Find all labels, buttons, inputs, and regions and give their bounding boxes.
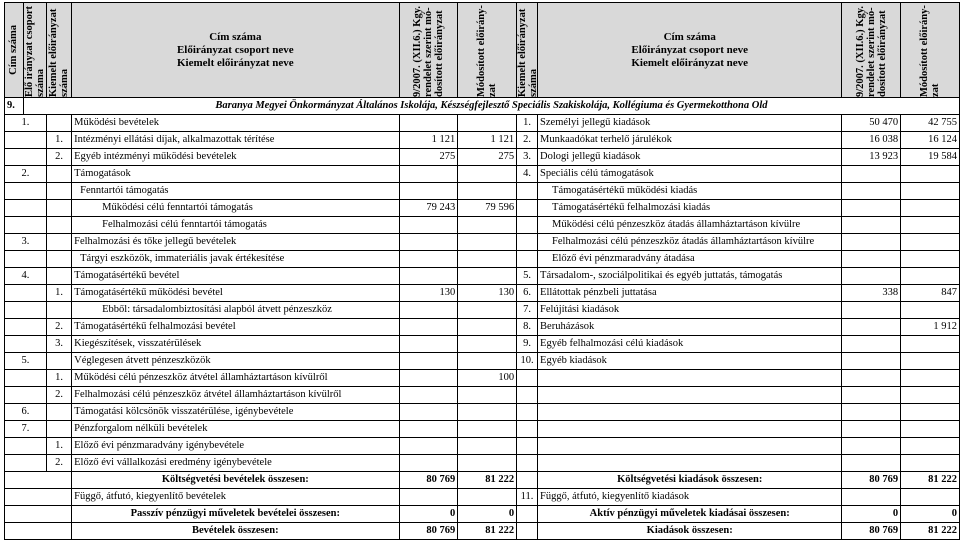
table-row (5, 268, 960, 285)
table-row (5, 404, 960, 421)
row-expense-label: Munkaadókat terhelő járulékok (538, 132, 842, 149)
row-income-original (399, 387, 458, 404)
row-income-original (399, 336, 458, 353)
row-title-number (5, 336, 47, 353)
row-title-number (5, 319, 47, 336)
row-title-number (5, 285, 47, 302)
table-row (5, 319, 960, 336)
row-item-number: 2. (46, 319, 71, 336)
table-row (5, 336, 960, 353)
row-item-number: 2. (46, 387, 71, 404)
row-income-original: 79 243 (399, 200, 458, 217)
row-expense-original (842, 302, 901, 319)
row-expense-modified (901, 404, 960, 421)
row-income-label: Pénzforgalom nélküli bevételek (72, 421, 399, 438)
header-left-original: 9/2007. (XII.6.) Kgy. rendelet szerint mó- dosított előirányzat (399, 3, 458, 98)
row-expense-modified (901, 234, 960, 251)
row-income-modified (458, 404, 517, 421)
row-item-number (46, 234, 71, 251)
row-expense-number (517, 455, 538, 472)
row-income-original: 130 (399, 285, 458, 302)
row-item-number (46, 217, 71, 234)
row-income-original (399, 302, 458, 319)
row-income-original (399, 455, 458, 472)
row-title-number: 6. (5, 404, 47, 421)
row-expense-modified (901, 302, 960, 319)
totals-grand-row (5, 523, 960, 540)
passive-income-label: Passzív pénzügyi műveletek bevételei összesen: (72, 506, 399, 523)
row-expense-label (538, 370, 842, 387)
row-income-original: 1 121 (399, 132, 458, 149)
budget-income-label: Költségvetési bevételek összesen: (72, 472, 399, 489)
row-income-label: Egyéb intézményi működési bevételek (72, 149, 399, 166)
row-income-modified (458, 268, 517, 285)
row-expense-modified (901, 438, 960, 455)
row-income-original (399, 319, 458, 336)
row-income-original (399, 370, 458, 387)
row-expense-label: Előző évi pénzmaradvány átadása (538, 251, 842, 268)
row-income-original (399, 421, 458, 438)
row-income-modified (458, 166, 517, 183)
budget-expense-label: Költségvetési kiadások összesen: (538, 472, 842, 489)
row-title-number: 2. (5, 166, 47, 183)
table-row (5, 370, 960, 387)
totals-transfer-row (5, 489, 960, 506)
row-expense-original (842, 166, 901, 183)
budget-income-v2: 81 222 (458, 472, 517, 489)
header-group-number: Elő irányzat csoport száma (23, 3, 46, 98)
row-income-original: 275 (399, 149, 458, 166)
row-income-modified (458, 183, 517, 200)
row-expense-number (517, 438, 538, 455)
row-expense-number (517, 387, 538, 404)
row-item-number (46, 251, 71, 268)
row-expense-number (517, 234, 538, 251)
row-expense-original (842, 234, 901, 251)
active-expense-label: Aktív pénzügyi műveletek kiadásai összesen: (538, 506, 842, 523)
table-row (5, 183, 960, 200)
row-income-modified: 275 (458, 149, 517, 166)
row-item-number (46, 183, 71, 200)
row-item-number: 2. (46, 455, 71, 472)
row-expense-label: Felújítási kiadások (538, 302, 842, 319)
active-expense-v1: 0 (842, 506, 901, 523)
row-expense-label: Társadalom-, szociálpolitikai és egyéb juttatás, támogatás (538, 268, 842, 285)
row-expense-modified: 1 912 (901, 319, 960, 336)
row-expense-original (842, 387, 901, 404)
row-income-label: Felhalmozási célú fenntartói támogatás (72, 217, 399, 234)
row-income-label: Működési célú pénzeszköz átvétel államháztartáson kívülről (72, 370, 399, 387)
row-income-modified (458, 387, 517, 404)
row-expense-number (517, 183, 538, 200)
header-right-original: 9/2007. (XII.6.) Kgy. rendelet szerint mó- dosított előirányzat (842, 3, 901, 98)
table-body (5, 115, 960, 472)
row-expense-modified (901, 336, 960, 353)
row-expense-original (842, 421, 901, 438)
row-expense-label (538, 404, 842, 421)
transfer-expense-label: Függő, átfutó, kiegyenlítő kiadások (538, 489, 842, 506)
row-income-modified (458, 217, 517, 234)
table-row (5, 200, 960, 217)
row-income-label: Támogatások (72, 166, 399, 183)
row-income-label: Kiegészítések, visszatérülések (72, 336, 399, 353)
header-item-number: Kiemelt előirányzat száma (46, 3, 71, 98)
row-expense-label: Ellátottak pénzbeli juttatása (538, 285, 842, 302)
row-expense-original (842, 404, 901, 421)
row-expense-number: 5. (517, 268, 538, 285)
row-title-number: 3. (5, 234, 47, 251)
section-row (5, 98, 960, 115)
totals-budget-row (5, 472, 960, 489)
income-total-v1: 80 769 (399, 523, 458, 540)
row-income-modified: 1 121 (458, 132, 517, 149)
row-income-modified (458, 251, 517, 268)
row-expense-modified (901, 387, 960, 404)
row-expense-original (842, 455, 901, 472)
row-expense-original: 50 470 (842, 115, 901, 132)
row-income-original (399, 353, 458, 370)
row-income-label: Működési célú fenntartói támogatás (72, 200, 399, 217)
row-expense-label (538, 455, 842, 472)
section-title: Baranya Megyei Önkormányzat Általános Iskolája, Készségfejlesztő Speciális Szakiskolája, Kollégiuma és Gyermekotthona Old (23, 98, 959, 115)
row-income-original (399, 234, 458, 251)
row-expense-modified (901, 421, 960, 438)
row-title-number (5, 438, 47, 455)
row-income-original (399, 438, 458, 455)
row-title-number (5, 132, 47, 149)
row-expense-modified: 16 124 (901, 132, 960, 149)
row-title-number: 4. (5, 268, 47, 285)
row-income-label: Támogatásértékű működési bevétel (72, 285, 399, 302)
passive-income-v2: 0 (458, 506, 517, 523)
table-row (5, 217, 960, 234)
row-title-number: 7. (5, 421, 47, 438)
row-income-original (399, 251, 458, 268)
row-item-number: 3. (46, 336, 71, 353)
row-income-label: Előző évi vállalkozási eredmény igénybevétele (72, 455, 399, 472)
row-item-number (46, 421, 71, 438)
row-income-modified (458, 421, 517, 438)
row-expense-modified (901, 183, 960, 200)
row-expense-label: Személyi jellegű kiadások (538, 115, 842, 132)
totals-passive-row (5, 506, 960, 523)
row-expense-label: Működési célú pénzeszköz átadás államháztartáson kívülre (538, 217, 842, 234)
row-expense-number (517, 421, 538, 438)
row-income-label: Felhalmozási és tőke jellegű bevételek (72, 234, 399, 251)
row-item-number (46, 200, 71, 217)
table-row (5, 285, 960, 302)
row-expense-original: 16 038 (842, 132, 901, 149)
row-expense-label (538, 387, 842, 404)
row-income-modified (458, 455, 517, 472)
row-title-number (5, 302, 47, 319)
budget-expense-v1: 80 769 (842, 472, 901, 489)
row-income-original (399, 268, 458, 285)
header-right-item-number: Kiemelt előirányzat száma (517, 3, 538, 98)
row-expense-number: 7. (517, 302, 538, 319)
row-income-label: Előző évi pénzmaradvány igénybevétele (72, 438, 399, 455)
row-expense-original: 13 923 (842, 149, 901, 166)
row-income-label: Ebből: társadalombiztosítási alapból átvett pénzeszköz (72, 302, 399, 319)
budget-income-v1: 80 769 (399, 472, 458, 489)
row-expense-number (517, 251, 538, 268)
row-income-modified (458, 438, 517, 455)
row-income-modified: 79 596 (458, 200, 517, 217)
budget-table (4, 2, 960, 540)
row-expense-number: 9. (517, 336, 538, 353)
row-income-modified (458, 319, 517, 336)
row-income-label: Tárgyi eszközök, immateriális javak értékesítése (72, 251, 399, 268)
passive-income-v1: 0 (399, 506, 458, 523)
row-expense-modified: 19 584 (901, 149, 960, 166)
income-total-v2: 81 222 (458, 523, 517, 540)
row-income-modified (458, 234, 517, 251)
row-expense-original: 338 (842, 285, 901, 302)
expense-total-label: Kiadások összesen: (538, 523, 842, 540)
row-expense-number (517, 217, 538, 234)
row-expense-original (842, 183, 901, 200)
row-income-label: Intézményi ellátási díjak, alkalmazottak térítése (72, 132, 399, 149)
row-expense-original (842, 319, 901, 336)
row-expense-label: Támogatásértékű működési kiadás (538, 183, 842, 200)
active-expense-v2: 0 (901, 506, 960, 523)
table-row (5, 234, 960, 251)
row-expense-modified (901, 166, 960, 183)
row-title-number (5, 370, 47, 387)
row-income-modified: 100 (458, 370, 517, 387)
row-income-modified (458, 336, 517, 353)
row-expense-label: Dologi jellegű kiadások (538, 149, 842, 166)
row-item-number (46, 115, 71, 132)
row-income-original (399, 183, 458, 200)
row-expense-number: 10. (517, 353, 538, 370)
table-row (5, 132, 960, 149)
expense-total-v1: 80 769 (842, 523, 901, 540)
row-income-original (399, 115, 458, 132)
row-expense-modified (901, 353, 960, 370)
row-item-number (46, 404, 71, 421)
row-title-number (5, 251, 47, 268)
row-title-number (5, 183, 47, 200)
row-expense-original (842, 438, 901, 455)
table-row (5, 166, 960, 183)
row-expense-modified (901, 251, 960, 268)
row-expense-number (517, 404, 538, 421)
row-expense-number: 3. (517, 149, 538, 166)
table-row (5, 421, 960, 438)
row-income-label: Támogatásértékű felhalmozási bevétel (72, 319, 399, 336)
row-expense-modified (901, 200, 960, 217)
transfer-expense-num: 11. (517, 489, 538, 506)
row-expense-label: Beruházások (538, 319, 842, 336)
row-income-modified (458, 353, 517, 370)
table-row (5, 353, 960, 370)
row-item-number (46, 353, 71, 370)
row-income-original (399, 217, 458, 234)
income-total-label: Bevételek összesen: (72, 523, 399, 540)
table-row (5, 149, 960, 166)
row-title-number (5, 455, 47, 472)
header-right-name: Cím száma Előirányzat csoport neve Kiemelt előirányzat neve (538, 3, 842, 98)
row-title-number: 1. (5, 115, 47, 132)
header-left-name: Cím száma Előirányzat csoport neve Kiemelt előirányzat neve (72, 3, 399, 98)
row-expense-modified (901, 268, 960, 285)
row-item-number: 1. (46, 370, 71, 387)
row-title-number (5, 200, 47, 217)
row-expense-label: Egyéb kiadások (538, 353, 842, 370)
row-expense-modified (901, 217, 960, 234)
row-expense-label: Támogatásértékű felhalmozási kiadás (538, 200, 842, 217)
row-expense-number: 8. (517, 319, 538, 336)
header-title-number: Cím száma (5, 3, 24, 98)
section-number: 9. (5, 98, 24, 115)
row-income-original (399, 166, 458, 183)
row-expense-original (842, 251, 901, 268)
row-income-label: Fenntartói támogatás (72, 183, 399, 200)
transfer-income-label: Függő, átfutó, kiegyenlítő bevételek (72, 489, 399, 506)
row-income-modified (458, 302, 517, 319)
row-expense-number (517, 370, 538, 387)
row-expense-modified (901, 455, 960, 472)
row-item-number (46, 166, 71, 183)
row-expense-original (842, 200, 901, 217)
row-income-original (399, 404, 458, 421)
row-expense-modified: 847 (901, 285, 960, 302)
row-expense-number: 6. (517, 285, 538, 302)
row-title-number (5, 149, 47, 166)
table-row (5, 302, 960, 319)
row-expense-modified: 42 755 (901, 115, 960, 132)
row-expense-label: Egyéb felhalmozási célú kiadások (538, 336, 842, 353)
row-item-number: 1. (46, 285, 71, 302)
header-left-modified: Módosított előirány- zat (458, 3, 517, 98)
row-income-label: Működési bevételek (72, 115, 399, 132)
row-item-number (46, 268, 71, 285)
row-title-number: 5. (5, 353, 47, 370)
row-expense-original (842, 370, 901, 387)
budget-expense-v2: 81 222 (901, 472, 960, 489)
row-expense-number: 2. (517, 132, 538, 149)
row-expense-label (538, 421, 842, 438)
row-item-number: 2. (46, 149, 71, 166)
row-expense-label: Speciális célú támogatások (538, 166, 842, 183)
row-expense-original (842, 353, 901, 370)
row-title-number (5, 217, 47, 234)
row-expense-original (842, 336, 901, 353)
row-expense-label: Felhalmozási célú pénzeszköz átadás államháztartáson kívülre (538, 234, 842, 251)
row-income-label: Támogatásértékű bevétel (72, 268, 399, 285)
row-title-number (5, 387, 47, 404)
row-expense-original (842, 268, 901, 285)
table-row (5, 455, 960, 472)
row-item-number: 1. (46, 438, 71, 455)
row-expense-number (517, 200, 538, 217)
header-row (5, 3, 960, 98)
table-row (5, 438, 960, 455)
row-income-label: Felhalmozási célú pénzeszköz átvétel államháztartáson kívülről (72, 387, 399, 404)
table-row (5, 115, 960, 132)
row-expense-modified (901, 370, 960, 387)
row-income-modified (458, 115, 517, 132)
row-expense-number: 1. (517, 115, 538, 132)
expense-total-v2: 81 222 (901, 523, 960, 540)
row-expense-original (842, 217, 901, 234)
row-expense-number: 4. (517, 166, 538, 183)
table-row (5, 251, 960, 268)
table-row (5, 387, 960, 404)
header-right-modified: Módosított előirány- zat (901, 3, 960, 98)
row-income-label: Támogatási kölcsönök visszatérülése, igénybevétele (72, 404, 399, 421)
row-income-label: Véglegesen átvett pénzeszközök (72, 353, 399, 370)
row-income-modified: 130 (458, 285, 517, 302)
row-item-number (46, 302, 71, 319)
row-item-number: 1. (46, 132, 71, 149)
row-expense-label (538, 438, 842, 455)
